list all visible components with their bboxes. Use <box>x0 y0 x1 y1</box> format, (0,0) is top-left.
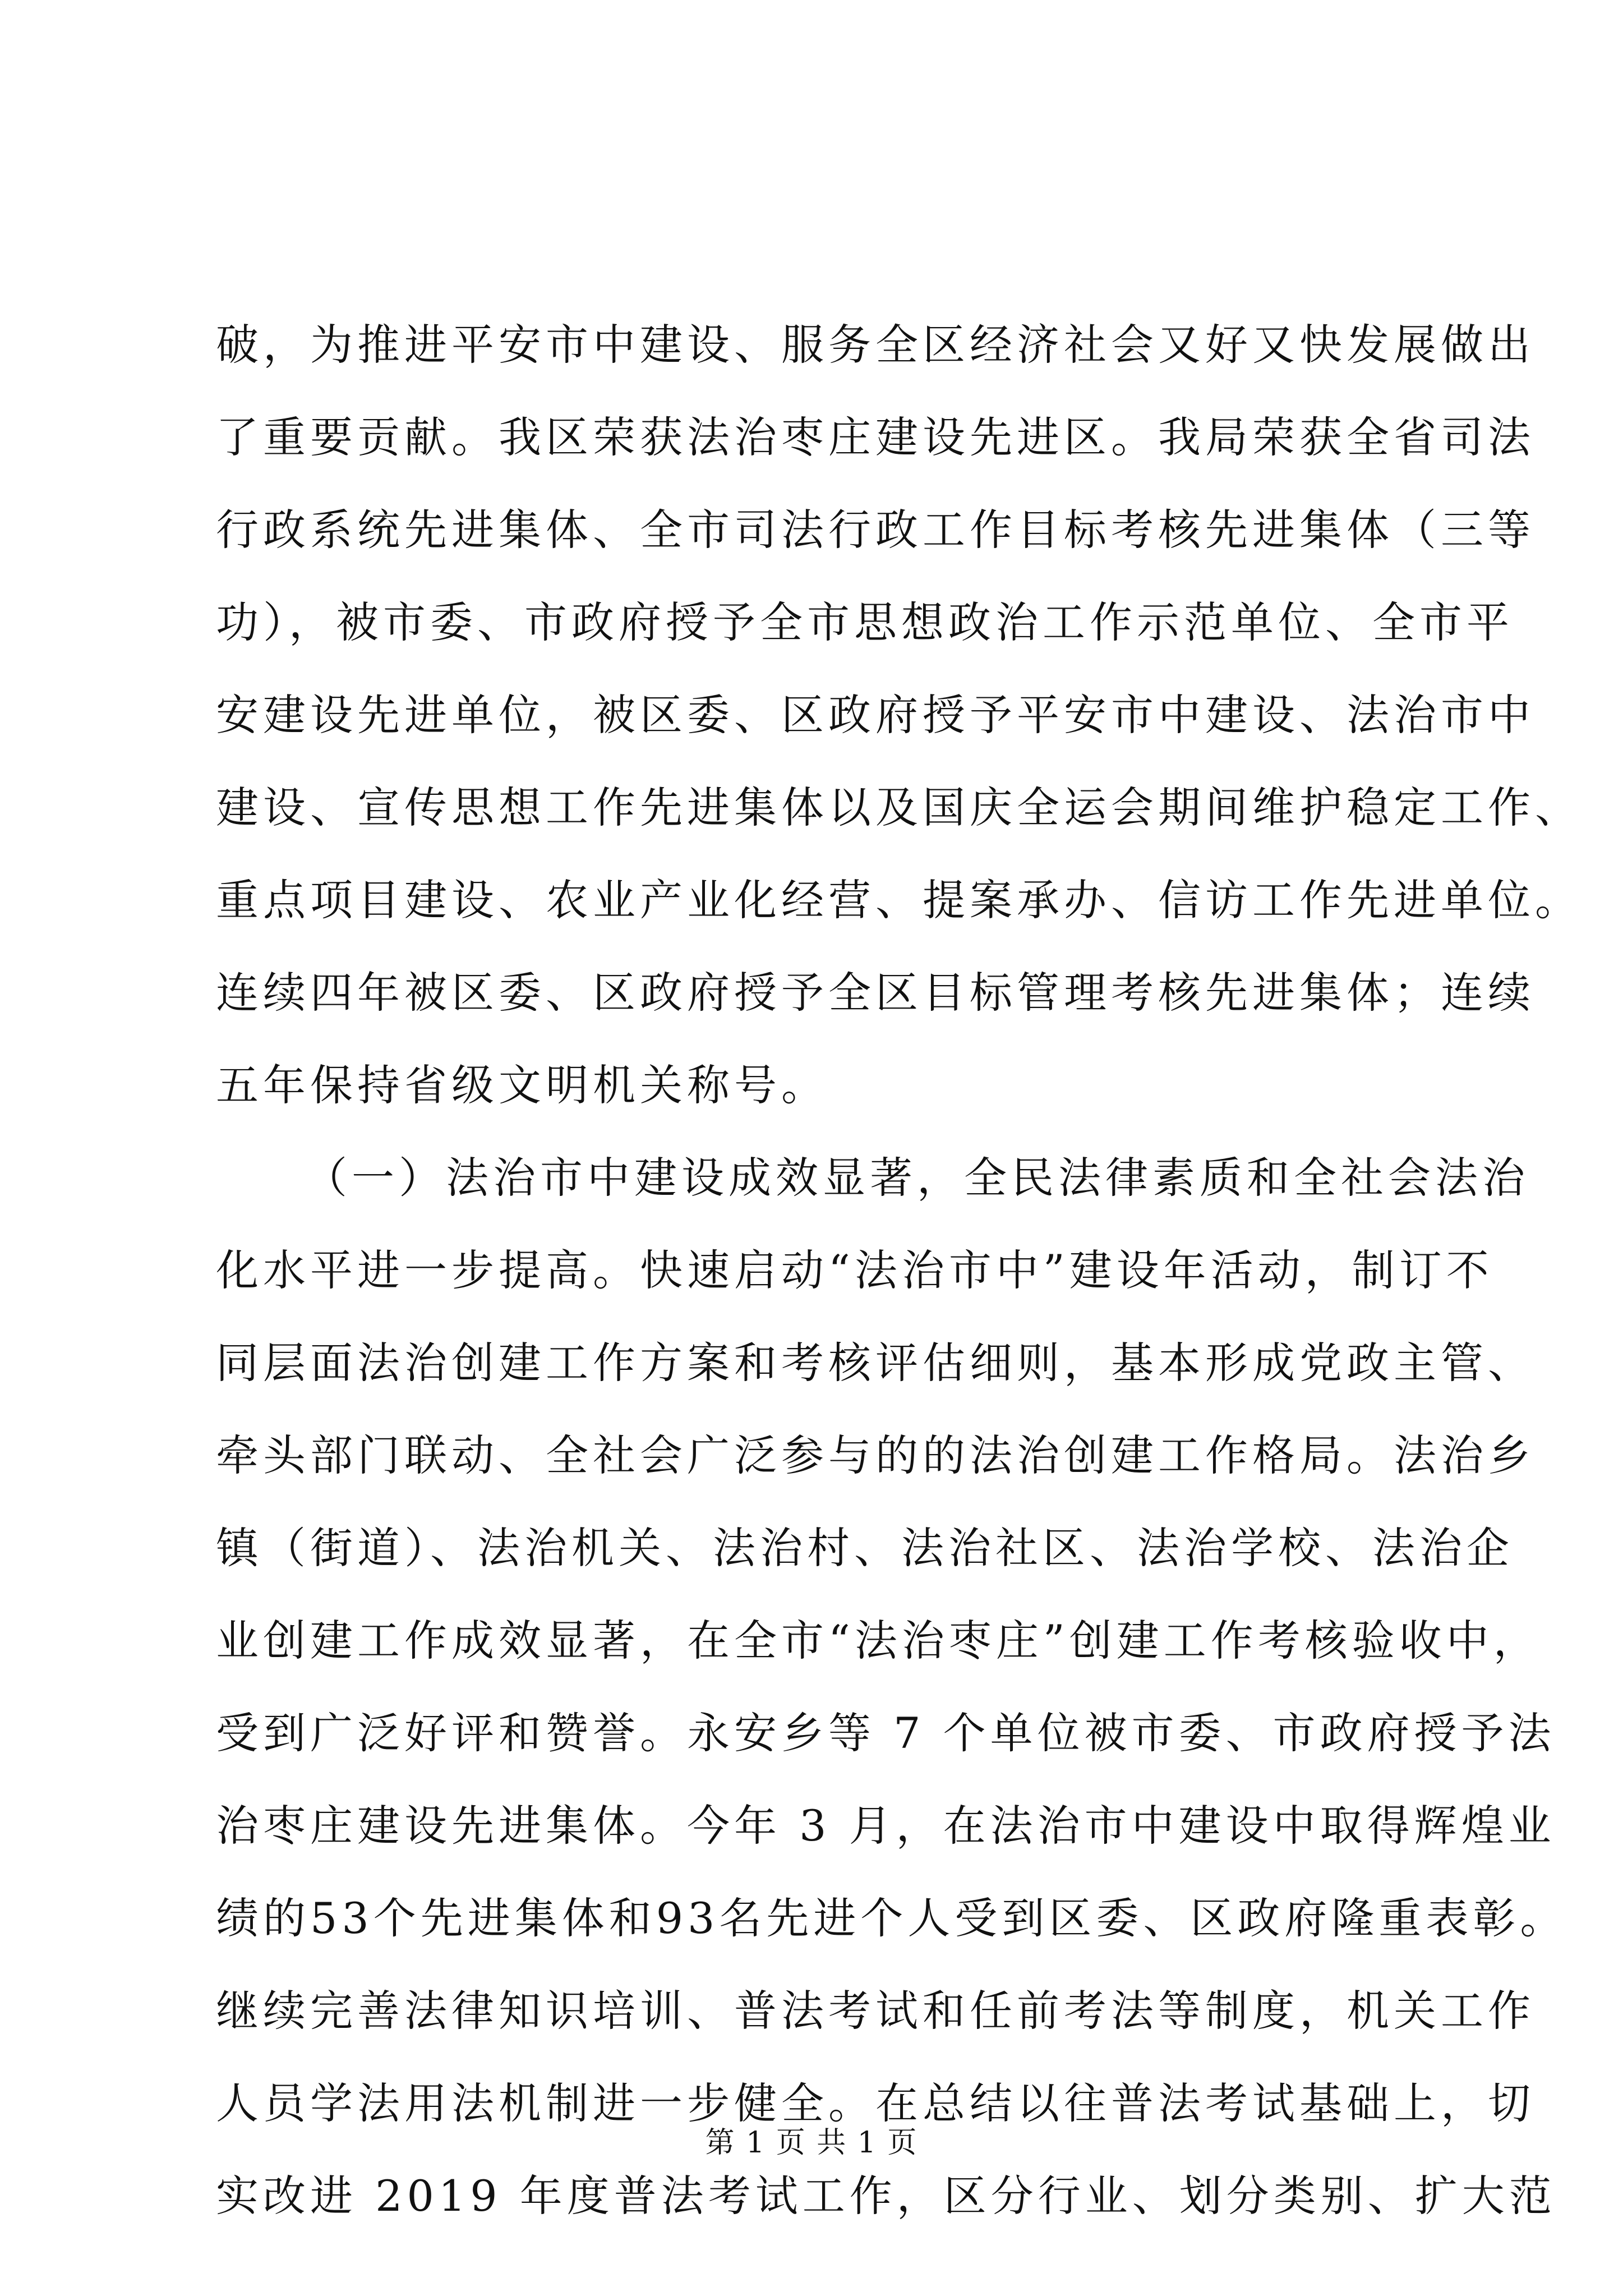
text-line: 实改进 2019 年度普法考试工作，区分行业、划分类别、扩大范 <box>216 2171 1556 2221</box>
text-line: 了重要贡献。我区荣获法治枣庄建设先进区。我局荣获全省司法 <box>216 412 1535 462</box>
text-line: 安建设先进单位，被区委、区政府授予平安市中建设、法治市中 <box>216 690 1535 740</box>
text-line: 行政系统先进集体、全市司法行政工作目标考核先进集体（三等 <box>216 505 1535 555</box>
text-line: 绩的53个先进集体和93名先进个人受到区委、区政府隆重表彰。 <box>216 1893 1567 1943</box>
text-line: 治枣庄建设先进集体。今年 3 月，在法治市中建设中取得辉煌业 <box>216 1801 1556 1851</box>
text-line: 人员学法用法机制进一步健全。在总结以往普法考试基础上，切 <box>216 2078 1535 2128</box>
text-line: 受到广泛好评和赞誉。永安乡等 7 个单位被市委、市政府授予法 <box>216 1708 1556 1758</box>
text-line: 五年保持省级文明机关称号。 <box>216 1060 828 1110</box>
text-line: 功），被市委、市政府授予全市思想政治工作示范单位、全市平 <box>216 597 1514 647</box>
page-number-label: 第 1 页 共 1 页 <box>705 2126 918 2160</box>
text-line: 破，为推进平安市中建设、服务全区经济社会又好又快发展做出 <box>216 320 1535 370</box>
text-line: 建设、宣传思想工作先进集体以及国庆全运会期间维护稳定工作、 <box>216 783 1582 832</box>
page-footer <box>0 2120 1623 2165</box>
paragraph-start-line: （一）法治市中建设成效显著，全民法律素质和全社会法治 <box>305 1153 1529 1203</box>
text-line: 继续完善法律知识培训、普法考试和任前考法等制度，机关工作 <box>216 1986 1535 2036</box>
text-line: 同层面法治创建工作方案和考核评估细则，基本形成党政主管、 <box>216 1338 1535 1388</box>
text-line: 业创建工作成效显著，在全市“法治枣庄”创建工作考核验收中， <box>216 1616 1541 1665</box>
text-line: 连续四年被区委、区政府授予全区目标管理考核先进集体；连续 <box>216 968 1535 1018</box>
text-line: 镇（街道）、法治机关、法治村、法治社区、法治学校、法治企 <box>216 1523 1514 1573</box>
text-line: 重点项目建设、农业产业化经营、提案承办、信访工作先进单位。 <box>216 875 1582 925</box>
body-text <box>216 298 1582 2242</box>
text-line: 化水平进一步提高。快速启动“法治市中”建设年活动，制订不 <box>216 1245 1493 1295</box>
text-line: 牵头部门联动、全社会广泛参与的的法治创建工作格局。法治乡 <box>216 1430 1535 1480</box>
